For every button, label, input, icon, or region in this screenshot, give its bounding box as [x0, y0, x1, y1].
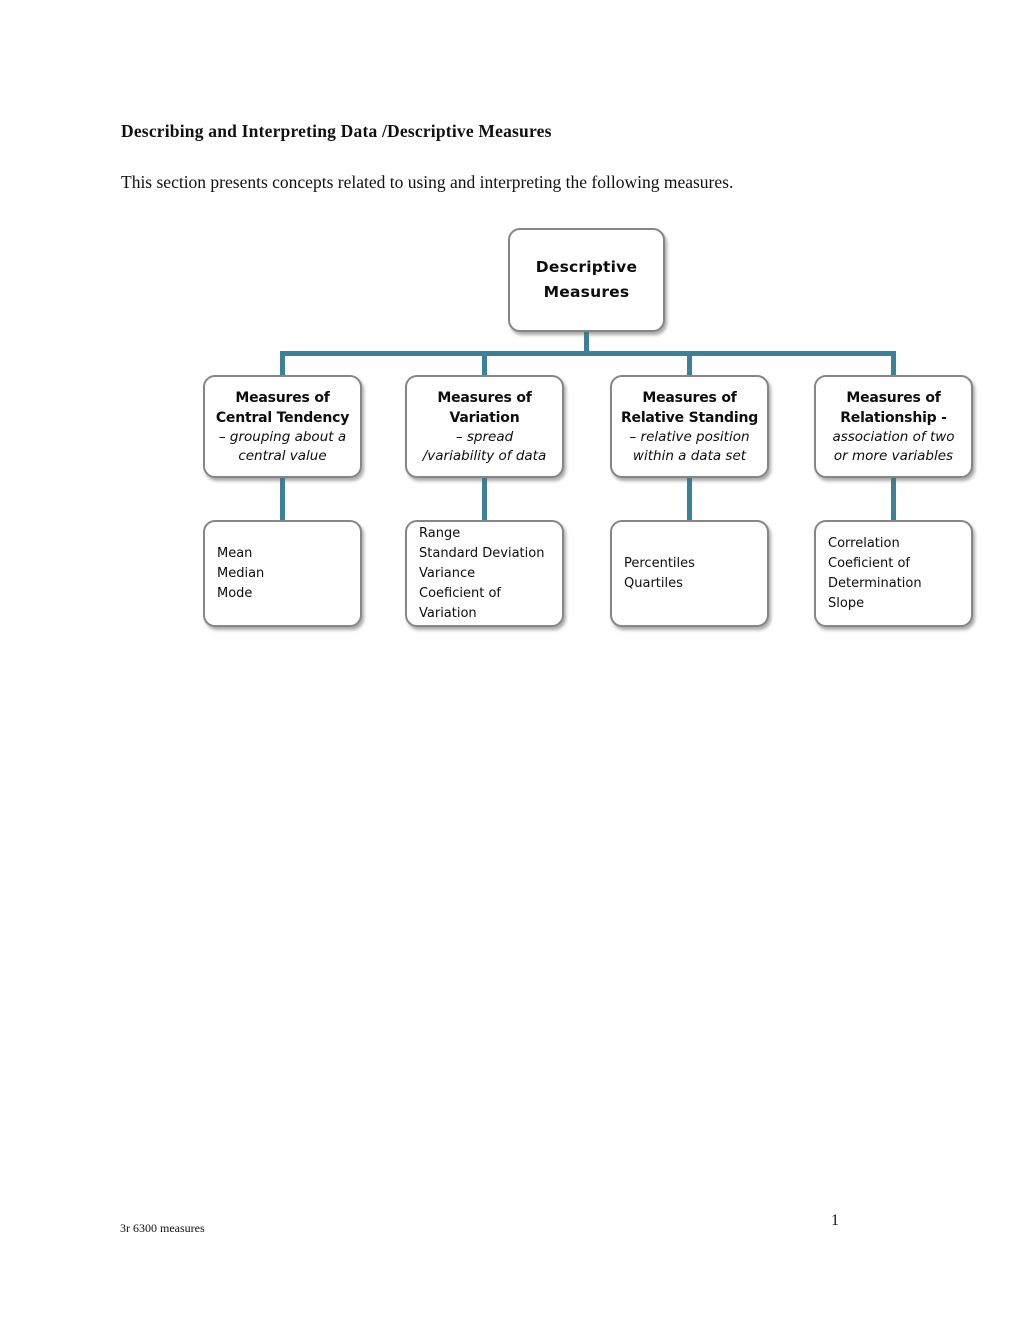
- leaf-item: Variance: [419, 565, 476, 581]
- branch-title-line: Measures of: [846, 389, 941, 406]
- connector-mid-variation: [482, 476, 487, 522]
- branch-subtitle-line: – spread: [455, 428, 514, 445]
- footer-document-label: 3r 6300 measures: [120, 1221, 205, 1235]
- branch-title-line: Measures of: [235, 389, 330, 406]
- leaf-relationship-measures: [814, 520, 973, 627]
- connector-root-stem: [584, 330, 589, 353]
- leaf-item: Correlation: [828, 535, 900, 551]
- branch-subtitle-line: – relative position: [629, 428, 750, 445]
- node-descriptive-measures: [508, 228, 665, 332]
- leaf-relative-standing-measures: [610, 520, 769, 627]
- leaf-item: Median: [217, 565, 265, 581]
- branch-title-line: Measures of: [642, 389, 737, 406]
- branch-subtitle-line: central value: [238, 447, 327, 464]
- footer-page-number: 1: [831, 1212, 839, 1229]
- branch-title-line: Relative Standing: [620, 409, 759, 426]
- branch-subtitle-line: association of two: [832, 428, 955, 445]
- branch-subtitle-line: or more variables: [833, 447, 954, 464]
- branch-title-line: Central Tendency: [215, 409, 350, 426]
- connector-drop-relationship: [891, 351, 896, 377]
- leaf-variation-measures: [405, 520, 564, 627]
- branch-subtitle-line: – grouping about a: [218, 428, 347, 445]
- branch-subtitle-line: within a data set: [632, 447, 747, 464]
- node-measures-of-variation: [405, 375, 564, 478]
- leaf-item: Mean: [217, 545, 253, 561]
- leaf-item: Coeficient of Determination: [828, 555, 922, 591]
- node-measures-of-central-tendency: [203, 375, 362, 478]
- leaf-central-tendency-measures: [203, 520, 362, 627]
- branch-title-line: Variation: [449, 409, 520, 426]
- connector-horizontal-bus: [280, 351, 896, 356]
- branch-title-line: Measures of: [437, 389, 532, 406]
- leaf-item: Range: [419, 525, 461, 541]
- leaf-item: Slope: [828, 595, 865, 611]
- leaf-item: Coeficient of Variation: [419, 585, 501, 621]
- branch-subtitle-line: /variability of data: [422, 447, 547, 464]
- leaf-item: Standard Deviation: [419, 545, 545, 561]
- leaf-item: Percentiles: [624, 555, 695, 571]
- root-label-line: Measures: [543, 283, 630, 301]
- branch-title-line: Relationship -: [840, 409, 947, 426]
- connector-drop-variation: [482, 351, 487, 377]
- connector-mid-central-tendency: [280, 476, 285, 522]
- connector-drop-central-tendency: [280, 351, 285, 377]
- leaf-item: Quartiles: [624, 575, 683, 591]
- node-measures-of-relative-standing: [610, 375, 769, 478]
- node-measures-of-relationship: [814, 375, 973, 478]
- connector-drop-relative-standing: [687, 351, 692, 377]
- root-label-line: Descriptive: [535, 258, 638, 276]
- page-title: Describing and Interpreting Data /Descriptive Measures: [121, 121, 552, 141]
- intro-paragraph: This section presents concepts related to using and interpreting the following measures.: [121, 172, 734, 192]
- connector-mid-relationship: [891, 476, 896, 522]
- connector-mid-relative-standing: [687, 476, 692, 522]
- leaf-item: Mode: [217, 585, 253, 601]
